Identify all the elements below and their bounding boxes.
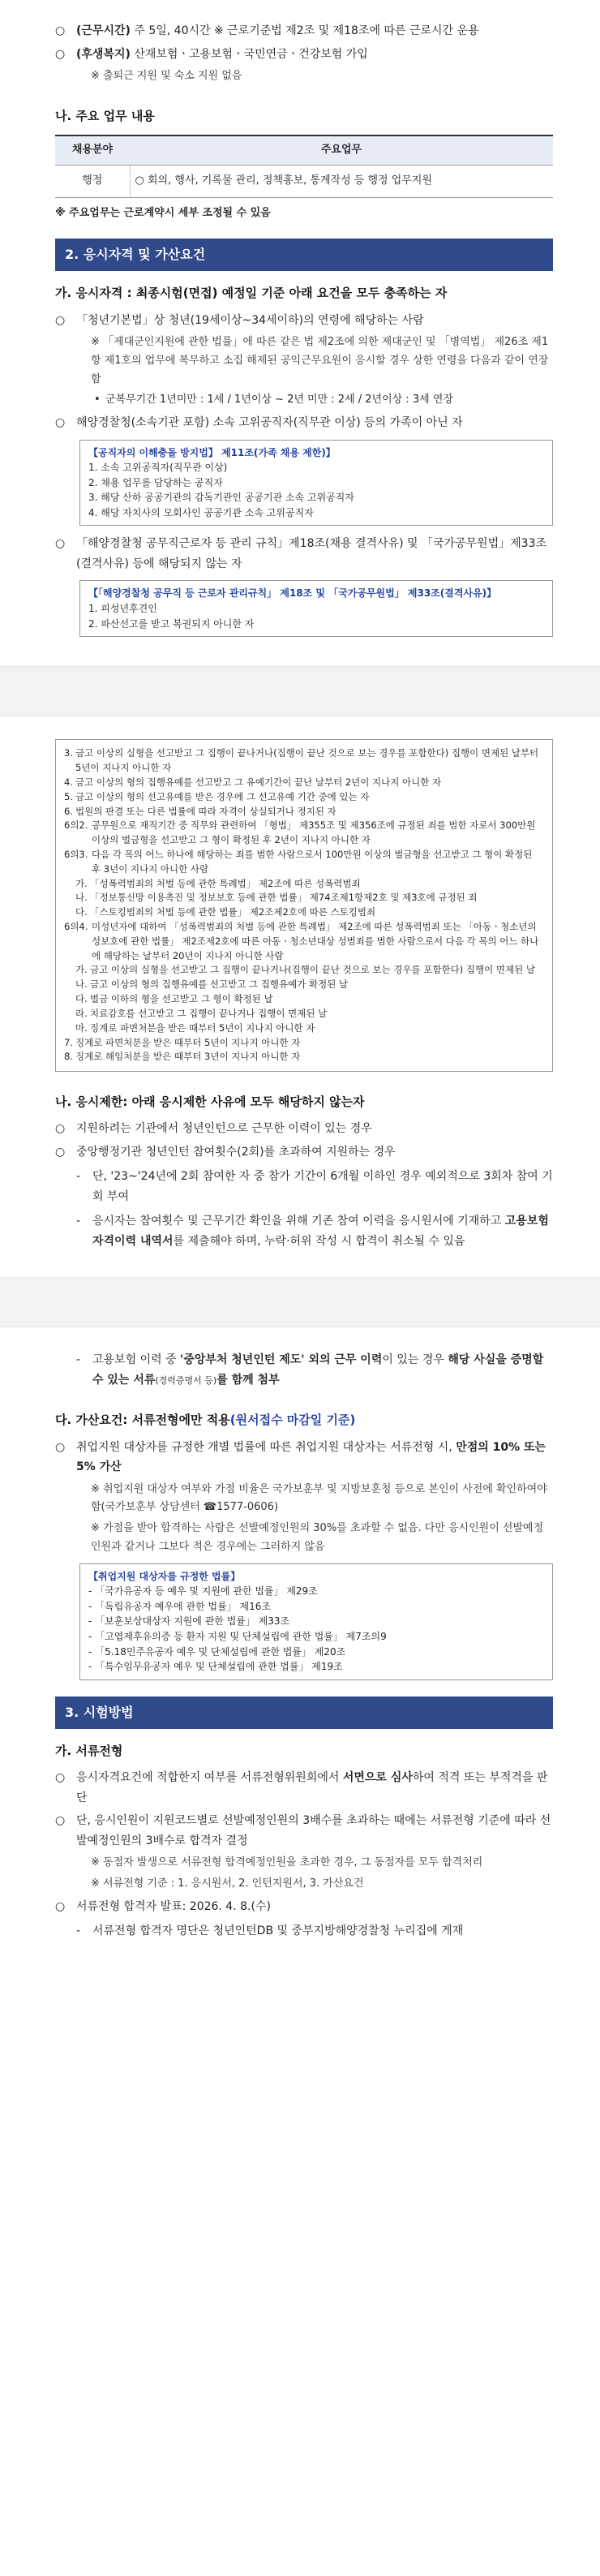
list-item: [64, 790, 544, 805]
restriction-heading: 나. 응시제한: 아래 응시제한 사유에 모두 해당하지 않는자: [55, 1094, 365, 1110]
list-item-number: 다.: [75, 906, 88, 918]
list-item-text: 「성폭력범죄의 처벌 등에 관한 특례법」 제2조에 따른 성폭력범죄: [90, 877, 361, 889]
document-screening-heading: 가. 서류전형: [55, 1743, 123, 1758]
duty-heading: 나. 주요 업무 내용: [55, 108, 155, 123]
conflict-law-title: 【공직자의 이해충돌 방지법】 제11조(가족 채용 제한)】: [88, 446, 336, 458]
list-item-number: 8.: [64, 1051, 73, 1063]
list-item-number: 가.: [75, 964, 88, 976]
list-item: 4. 해당 자치사의 모회사인 공공기관 소속 고위공직자: [88, 506, 314, 518]
veteran-law-box: [79, 1563, 553, 1680]
restriction-item-count: ○ 중앙행정기관 청년인턴 참여횟수(2회)를 초과하여 지원하는 경우: [55, 1145, 396, 1159]
list-item: [64, 776, 544, 790]
restriction-insurance-note: - 응시자는 참여횟수 및 근무기간 확인을 위해 기존 참여 이력을 응시원서에 기재하고 고용보험 자격이력 내역서를 제출해야 하며, 누락·허위 작성 시 합격이 취소될 수 있음: [76, 1215, 549, 1248]
list-item-text: 징계로 해임처분을 받은 때부터 3년이 지나지 아니한 자: [75, 1051, 301, 1063]
list-item: - 「독립유공자 예우에 관한 법률」 제16조: [88, 1600, 271, 1612]
conflict-law-box: [79, 440, 553, 527]
bonus-note-2: ※ 가점을 받아 합격하는 사람은 선발예정인원의 30%를 초과할 수 없음. 다만 응시인원이 선발예정인원과 같거나 그보다 적은 경우에는 그러하지 않음: [91, 1522, 544, 1553]
list-item-text: 금고 이상의 실형을 선고받고 그 집행이 끝나거나(집행이 끝난 것으로 보는 경우를 포함한다) 집행이 면제된 날: [90, 964, 535, 976]
list-item: [64, 1050, 544, 1064]
list-item: [75, 978, 544, 992]
duty-table: [55, 135, 553, 198]
qualification-heading: 가. 응시자격 : 최종시험(면접) 예정일 기준 아래 요건을 모두 충족하는 자: [55, 286, 448, 301]
list-item-text: 벌금 이하의 형을 선고받고 그 형이 확정된 날: [90, 993, 273, 1005]
welfare-item: ○ (후생복지) 산재보험ㆍ고용보험ㆍ국민연금ㆍ건강보험 가입: [55, 47, 368, 61]
duty-col-field: 채용분야: [55, 135, 130, 165]
list-item: [64, 1036, 544, 1051]
list-item-text: 징계로 파면처분을 받은 때부터 5년이 지나지 아니한 자: [75, 1036, 301, 1048]
welfare-note: ※ 출퇴근 지원 및 숙소 지원 없음: [91, 70, 242, 82]
section-3-bar: 3. 시험방법: [55, 1697, 553, 1729]
page-2: [0, 716, 600, 1277]
list-item: 1. 피성년후견인: [88, 603, 157, 615]
list-item-number: 6의4.: [64, 921, 88, 932]
exam-item-ratio: ○ 단, 응시인원이 지원코드별로 선발예정인원의 3배수를 초과하는 때에는 서류전형 기준에 따라 선발예정인원의 3배수로 합격자 결정: [55, 1814, 551, 1847]
list-item-text: 공무원으로 재직기간 중 직무와 관련하여 「형법」 제355조 및 제356조에 규정된 죄를 범한 자로서 300만원 이상의 벌금형을 선고받고 그 형이 확정된 후 2년이 지나지 아니한 자: [92, 819, 536, 846]
section-2-bar: 2. 응시자격 및 가산요건: [55, 239, 553, 271]
list-item: [75, 905, 544, 920]
list-item-number: 다.: [75, 993, 88, 1005]
list-item: 2. 채용 업무를 담당하는 공직자: [88, 476, 223, 488]
list-item: - 「고엽제후유의증 등 환자 지원 및 단체설립에 관한 법률」 제7조의9: [88, 1631, 387, 1642]
exam-item-review: ○ 응시자격요건에 적합한지 여부를 서류전형위원회에서 서면으로 심사하여 적격 또는 부적격을 판단: [55, 1771, 548, 1804]
bonus-heading: 다. 가산요건: 서류전형에만 적용(원서접수 마감일 기준): [55, 1413, 356, 1428]
list-item-text: 징계로 파면처분을 받은 때부터 5년이 지나지 아니한 자: [90, 1021, 315, 1034]
disqualification-box: [79, 580, 553, 637]
list-item-text: 치료감호를 선고받고 그 집행이 끝나거나 집행이 면제된 날: [90, 1007, 328, 1019]
list-item: 1. 소속 고위공직자(직무관 이상): [88, 462, 228, 474]
bonus-note-1: ※ 취업지원 대상자 여부와 가점 비율은 국가보훈부 및 지방보훈청 등으로 본인이 사전에 확인하여야 함(국가보훈부 상담센터 ☎1577-0606): [91, 1482, 547, 1514]
insurance-history-note: - 고용보험 이력 중 '중앙부처 청년인턴 제도' 외의 근무 이력이 있는 경우 해당 사실을 증명할 수 있는 서류(경력증명서 등)를 함께 첨부: [76, 1353, 544, 1387]
list-item-number: 6.: [64, 805, 73, 817]
list-item-number: 마.: [75, 1021, 88, 1034]
list-item: - 「보훈보상대상자 지원에 관한 법률」 제33조: [88, 1615, 290, 1628]
list-item: [64, 746, 544, 776]
list-item: - 「국가유공자 등 예우 및 지원에 관한 법률」 제29조: [88, 1585, 318, 1598]
list-item-number: 4.: [64, 776, 73, 788]
list-item-text: 법원의 판결 또는 다른 법률에 따라 자격이 상실되거나 정지된 자: [75, 805, 336, 817]
list-item-number: 가.: [75, 877, 88, 889]
list-item: [75, 963, 544, 978]
list-item: - 「특수임무유공자 예우 및 단체설립에 관한 법률」 제19조: [88, 1661, 343, 1673]
disqualification-title: 【「해양경찰청 공무직 등 근로자 관리규칙」 제18조 및 「국가공무원법」 제33조(결격사유)】: [88, 587, 497, 600]
list-item: 3. 해당 산하 공공기관의 감독기관인 공공기관 소속 고위공직자: [88, 492, 354, 504]
qual-age-extension: • 군복무기간 1년미만 : 1세 / 1년이상 ~ 2년 미만 : 2세 / 2년이상 : 3세 연장: [94, 393, 453, 406]
list-item-text: 금고 이상의 형의 선고유예를 받은 경우에 그 선고유예 기간 중에 있는 자: [75, 790, 370, 802]
qual-item-disqualification: ○ 「해양경찰청 공무직근로자 등 관리 규칙」제18조(채용 결격사유) 및 「국가공무원법」제33조(결격사유) 등에 해당되지 않는 자: [55, 537, 546, 570]
restriction-item-prior: ○ 지원하려는 기관에서 청년인턴으로 근무한 이력이 있는 경우: [55, 1122, 372, 1136]
list-item-text: 금고 이상의 형의 집행유예를 선고받고 그 유예기간이 끝난 날부터 2년이 지나지 아니한 자: [75, 776, 442, 788]
exam-announcement-detail: - 서류전형 합격자 명단은 청년인턴DB 및 중부지방해양경찰청 누리집에 게재: [76, 1924, 464, 1938]
bonus-item: ○ 취업지원 대상자를 규정한 개별 법률에 따른 취업지원 대상자는 서류전형 시, 만점의 10% 또는 5% 가산: [55, 1440, 546, 1474]
list-item-text: 금고 이상의 형의 집행유예를 선고받고 그 집행유예가 확정된 날: [90, 978, 349, 991]
list-item-text: 금고 이상의 실형을 선고받고 그 집행이 끝나거나(집행이 끝난 것으로 보는 경우를 포함한다) 집행이 면제된 날부터 5년이 지나지 아니한 자: [75, 747, 539, 774]
veteran-law-title: 【취업지원 대상자를 규정한 법률】: [88, 1570, 241, 1582]
list-item: [75, 992, 544, 1007]
duty-note: ※ 주요업무는 근로계약시 세부 조정될 수 있음: [55, 206, 271, 219]
list-item: - 「5.18민주유공자 예우 및 단체설립에 관한 법률」 제20조: [88, 1645, 346, 1658]
duty-cell-field: 행정: [55, 165, 130, 197]
qual-item-family: ○ 해양경찰청(소속기관 포함) 소속 고위공직자(직무관 이상) 등의 가족이 아닌 자: [55, 416, 463, 429]
exam-note-tie: ※ 동점자 발생으로 서류전형 합격예정인원을 초과한 경우, 그 동점자를 모두 합격처리: [91, 1856, 483, 1869]
page-separator: [0, 1277, 600, 1327]
duty-col-task: 주요업무: [130, 135, 553, 165]
restriction-exception: - 단, '23~'24년에 2회 참여한 자 중 참가 기간이 6개월 이하인 경우 예외적으로 3회차 참여 기회 부여: [76, 1170, 553, 1203]
list-item-number: 6의3.: [64, 848, 88, 860]
page-separator: [0, 666, 600, 716]
list-item: [75, 1021, 544, 1036]
list-item-number: 6의2.: [64, 819, 88, 832]
list-item-text: 「정보통신망 이용촉진 및 정보보호 등에 관한 법률」 제74조제1항제2호 및 제3호에 규정된 죄: [90, 892, 478, 904]
qual-item-age: ○ 「청년기본법」상 청년(19세이상~34세이하)의 연령에 해당하는 사람: [55, 313, 424, 327]
list-item-text: 「스토킹범죄의 처벌 등에 관한 법률」 제2조제2호에 따른 스토킹범죄: [90, 906, 376, 918]
list-item-text: 다음 각 목의 어느 하나에 해당하는 죄를 범한 사람으로서 100만원 이상의 벌금형을 선고받고 그 형이 확정된 후 3년이 지나지 아니한 사람: [92, 848, 533, 875]
list-item: [75, 891, 544, 905]
page-3: [0, 1327, 600, 1967]
list-item: [64, 805, 544, 819]
exam-note-criteria: ※ 서류전형 기준 : 1. 응시원서, 2. 인턴지원서, 3. 가산요건: [91, 1877, 364, 1890]
list-item-number: 5.: [64, 790, 73, 802]
duty-cell-task: ○ 회의, 행사, 기록물 관리, 정책홍보, 통계작성 등 행정 업무지원: [130, 165, 553, 197]
list-item-number: 나.: [75, 892, 88, 904]
list-item: [64, 819, 544, 848]
list-item: [64, 848, 544, 877]
list-item-number: 7.: [64, 1036, 73, 1048]
list-item: [75, 1007, 544, 1021]
work-hours-item: ○ (근무시간) 주 5일, 40시간 ※ 근로기준법 제2조 및 제18조에 따른 근로시간 운용: [55, 24, 479, 37]
page-1: [0, 0, 600, 666]
list-item-text: 미성년자에 대하여 「성폭력범죄의 처벌 등에 관한 특례법」 제2조에 따른 성폭력범죄 또는 「아동ㆍ청소년의 성보호에 관한 법률」 제2조제2호에 따른 아동ㆍ청소년대상 성범죄를 범한 사람으로서 다음 각 목의 어느 하나에 해당하는 날부터 20년이 지나지 아니한 사람: [92, 921, 539, 961]
list-item-number: 3.: [64, 747, 73, 759]
exam-item-announcement: ○ 서류전형 합격자 발표: 2026. 4. 8.(수): [55, 1899, 271, 1913]
list-item-number: 나.: [75, 978, 88, 991]
list-item: 2. 파산선고를 받고 복권되지 아니한 자: [88, 617, 255, 630]
table-row: [55, 165, 553, 197]
list-item: [75, 877, 544, 892]
list-item: [64, 920, 544, 963]
list-item-number: 라.: [75, 1007, 88, 1019]
disqualification-continued-box: [55, 739, 553, 1072]
qual-age-note: ※ 「제대군인지원에 관한 법률」에 따른 같은 법 제2조에 의한 제대군인 및 「병역법」 제26조 제1항 제1호의 업무에 복무하고 소집 해제된 공익근무요원이 응시할 경우 상한 연령을 다음과 같이 연장함: [91, 336, 549, 385]
